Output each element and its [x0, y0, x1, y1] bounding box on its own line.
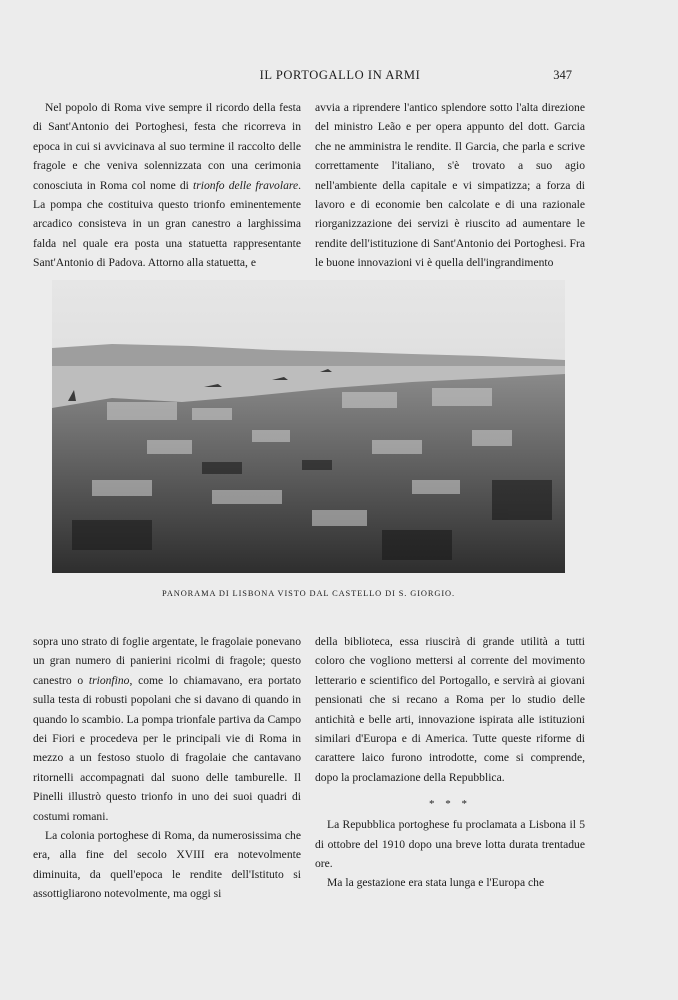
running-title: IL PORTOGALLO IN ARMI — [259, 68, 421, 82]
figure-caption: PANORAMA DI LISBONA VISTO DAL CASTELLO DI S. GIORGIO. — [162, 589, 455, 598]
section-separator: * * * — [429, 798, 471, 811]
paragraph-trionfino: sopra uno strato di foglie argentate, le fragolaie ponevano un gran numero di panierini ricolmi di fragole; questo canestro o trionfino, come lo chiamavano, era portato sulla testa di robusti popolani che si davano di quando in quando lo scambio. La pompa trionfale partiva da Campo dei Fiori e procedeva per le principali vie di Roma in mezzo a un festoso stuolo di fragolaie che cantavano ritornelli accompagnati dal suono delle tamburelle. Il Pinelli illustrò questo trionfo in uno dei suoi quadri di costumi romani. — [33, 635, 301, 823]
italic-term: trionfo delle fravolare — [193, 178, 299, 192]
column-bottom-right — [315, 632, 585, 893]
panorama-image — [52, 280, 565, 573]
column-bottom-left — [33, 632, 301, 904]
paragraph-fravolare: Nel popolo di Roma vive sempre il ricordo della festa di Sant'Antonio dei Portoghesi, festa che ricorreva in epoca in cui si avvicinava al suo termine il raccolto delle fragole e che veniva solennizzata con una cerimonia conosciuta in Roma col nome di trionfo delle fravolare. La pompa che costituiva questo trionfo eminentemente arcadico consisteva in un gran canestro a larghissima falda nel quale era posta una statuetta rappresentante Sant'Antonio di Padova. Attorno alla statuetta, e — [33, 101, 301, 270]
page-number: 347 — [553, 68, 572, 82]
paragraph-biblioteca: della biblioteca, essa riuscirà di grande utilità a tutti coloro che vogliono mettersi al corrente del movimento letterario e scientifico del Portogallo, e servirà ai giovani pensionati che si recano a Roma per lo studio delle antichità e belle arti, innovazione ispirata alle istituzioni similari d'Europa e di America. Tutte queste riforme di carattere laico furono introdotte, come si comprende, dopo la proclamazione della Repubblica. — [315, 635, 585, 784]
paragraph-gestazione: Ma la gestazione era stata lunga e l'Europa che — [327, 876, 545, 890]
column-top-right — [315, 98, 585, 273]
paragraph-repubblica: La Repubblica portoghese fu proclamata a Lisbona il 5 di ottobre del 1910 dopo una breve lotta durata trentadue ore. — [315, 818, 585, 871]
italic-term: trionfino — [88, 673, 130, 687]
paragraph-garcia: avvia a riprendere l'antico splendore sotto l'alta direzione del ministro Leão e per opera appunto del dott. Garcia che ne amministra le rendite. Il Garcia, che parla e scrive correttamente l'italiano, s'è trovato a suo agio nell'ambiente della capitale e vi simpatizza; a forza di lavoro e di economie ben calcolate e di una razionale riorganizzazione dei servizi è riuscito ad aumentare le rendite dell'istituzione di Sant'Antonio dei Portoghesi. Fra le buone innovazioni vi è quella dell'ingrandimento — [315, 101, 585, 270]
column-top-left — [33, 98, 301, 273]
paragraph-colonia: La colonia portoghese di Roma, da numerosissima che era, alla fine del secolo XVIII era notevolmente diminuita, da quell'epoca le rendite dell'Istituto si assottigliarono notevolmente, ma oggi si — [33, 829, 301, 901]
page-header — [40, 68, 640, 88]
lisbon-panorama-photo — [52, 280, 565, 573]
